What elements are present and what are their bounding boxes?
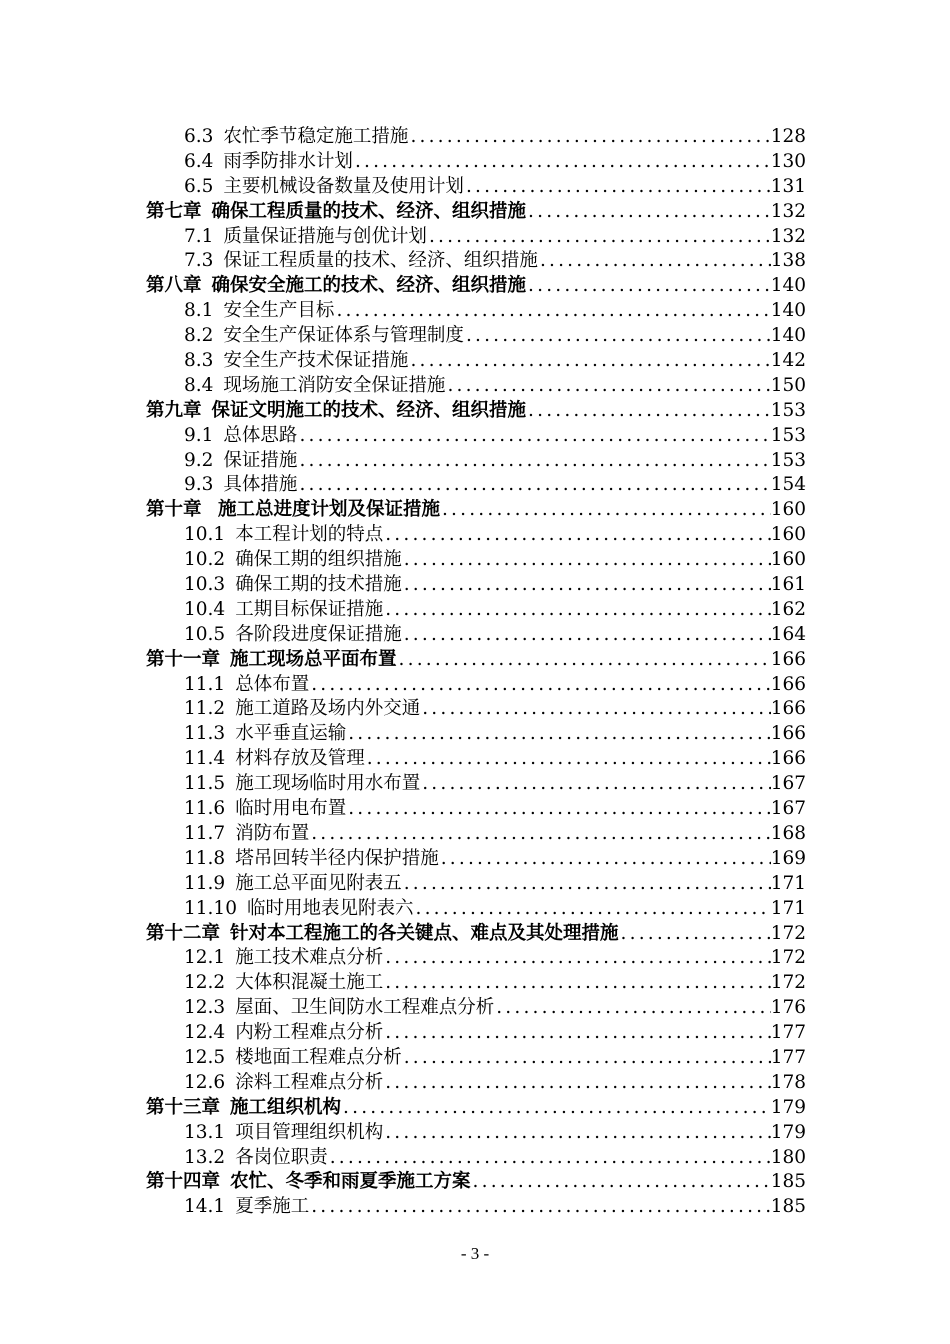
- toc-entry-text: 内粉工程难点分析: [235, 1022, 384, 1044]
- toc-section-entry[interactable]: [146, 697, 806, 722]
- toc-page-number: 131: [770, 175, 806, 197]
- toc-entry-title: [146, 498, 440, 523]
- toc-page-number: 150: [770, 374, 806, 396]
- toc-entry-title: [184, 424, 297, 449]
- dot-leader: [297, 473, 770, 498]
- toc-section-entry[interactable]: [146, 1121, 806, 1146]
- toc-entry-title: [184, 897, 413, 922]
- toc-chapter-entry[interactable]: [146, 498, 806, 523]
- toc-section-entry[interactable]: [146, 772, 806, 797]
- toc-entry-number: 8.1: [184, 300, 214, 322]
- toc-entry-title: [146, 399, 526, 424]
- toc-entry-number: 7.3: [184, 250, 214, 272]
- toc-section-entry[interactable]: [146, 225, 806, 250]
- dot-leader: [408, 349, 770, 374]
- toc-page-number: 154: [770, 474, 806, 496]
- toc-section-entry[interactable]: [146, 175, 806, 200]
- toc-page-number: 177: [770, 1046, 806, 1068]
- toc-page-number: 140: [770, 325, 806, 347]
- dot-leader: [383, 1071, 770, 1096]
- toc-page-number: 164: [770, 623, 806, 645]
- toc-entry-title: [184, 722, 346, 747]
- toc-section-entry[interactable]: [146, 747, 806, 772]
- toc-entry-title: [184, 772, 420, 797]
- toc-section-entry[interactable]: [146, 1195, 806, 1220]
- toc-entry-number: 第九章: [146, 399, 202, 421]
- toc-entry-text: 保证措施: [223, 449, 298, 471]
- toc-entry-number: 第十章: [146, 499, 202, 521]
- toc-entry-text: 施工总平面见附表五: [235, 872, 402, 894]
- toc-page-number: 178: [770, 1071, 806, 1093]
- dot-leader: [494, 996, 770, 1021]
- toc-entry-title: [184, 1146, 328, 1171]
- toc-entry-text: 施工技术难点分析: [235, 947, 384, 969]
- toc-entry-text: 临时用电布置: [235, 798, 347, 820]
- toc-section-entry[interactable]: [146, 872, 806, 897]
- toc-entry-number: 第十一章: [146, 648, 221, 670]
- toc-section-entry[interactable]: [146, 449, 806, 474]
- toc-section-entry[interactable]: [146, 822, 806, 847]
- dot-leader: [309, 822, 770, 847]
- dot-leader: [408, 125, 770, 150]
- toc-entry-text: 质量保证措施与创优计划: [223, 225, 427, 247]
- toc-entry-text: 保证文明施工的技术、经济、组织措施: [211, 399, 527, 421]
- toc-page-number: 132: [770, 200, 806, 222]
- toc-entry-number: 6.5: [184, 175, 214, 197]
- toc-entry-title: [184, 996, 494, 1021]
- dot-leader: [346, 722, 770, 747]
- toc-page-number: 166: [770, 748, 806, 770]
- toc-page-number: 140: [770, 300, 806, 322]
- toc-entry-text: 涂料工程难点分析: [235, 1071, 384, 1093]
- toc-page-number: 171: [770, 872, 806, 894]
- toc-page-number: 130: [770, 150, 806, 172]
- toc-section-entry[interactable]: [146, 971, 806, 996]
- toc-section-entry[interactable]: [146, 324, 806, 349]
- toc-page-number: 167: [770, 773, 806, 795]
- toc-page-number: 166: [770, 698, 806, 720]
- toc-entry-number: 11.7: [184, 822, 226, 844]
- toc-entry-title: [184, 847, 439, 872]
- toc-entry-title: [184, 523, 383, 548]
- toc-section-entry[interactable]: [146, 797, 806, 822]
- toc-entry-text: 施工组织机构: [230, 1096, 342, 1118]
- toc-page-number: 185: [770, 1196, 806, 1218]
- toc-page-number: 153: [770, 399, 806, 421]
- toc-entry-title: [184, 822, 309, 847]
- toc-section-entry[interactable]: [146, 1071, 806, 1096]
- toc-entry-number: 12.6: [184, 1071, 226, 1093]
- toc-entry-number: 11.3: [184, 723, 226, 745]
- toc-page-number: 160: [770, 524, 806, 546]
- toc-chapter-entry[interactable]: [146, 274, 806, 299]
- dot-leader: [297, 424, 770, 449]
- toc-entry-number: 12.2: [184, 972, 226, 994]
- dot-leader: [341, 1096, 771, 1121]
- toc-entry-text: 水平垂直运输: [235, 723, 347, 745]
- toc-chapter-entry[interactable]: [146, 648, 806, 673]
- toc-entry-text: 施工现场临时用水布置: [235, 773, 421, 795]
- dot-leader: [353, 150, 771, 175]
- toc-section-entry[interactable]: [146, 548, 806, 573]
- toc-entry-title: [184, 1121, 383, 1146]
- toc-entry-title: [146, 1096, 341, 1121]
- dot-leader: [464, 324, 771, 349]
- dot-leader: [309, 673, 770, 698]
- toc-entry-text: 楼地面工程难点分析: [235, 1046, 402, 1068]
- toc-entry-number: 13.1: [184, 1121, 226, 1143]
- toc-page-number: 166: [770, 723, 806, 745]
- toc-entry-title: [184, 1046, 402, 1071]
- toc-entry-text: 施工总进度计划及保证措施: [211, 499, 440, 521]
- dot-leader: [328, 1146, 771, 1171]
- dot-leader: [383, 946, 770, 971]
- dot-leader: [365, 747, 771, 772]
- toc-entry-text: 针对本工程施工的各关键点、难点及其处理措施: [230, 922, 619, 944]
- toc-entry-title: [184, 548, 402, 573]
- toc-section-entry[interactable]: [146, 996, 806, 1021]
- toc-entry-text: 塔吊回转半径内保护措施: [235, 847, 439, 869]
- dot-leader: [383, 1021, 770, 1046]
- page-number: - 3 -: [460, 1244, 490, 1263]
- toc-entry-text: 主要机械设备数量及使用计划: [223, 175, 464, 197]
- toc-entry-title: [184, 249, 538, 274]
- dot-leader: [383, 971, 770, 996]
- toc-section-entry[interactable]: [146, 1046, 806, 1071]
- dot-leader: [526, 200, 771, 225]
- toc-entry-title: [184, 573, 402, 598]
- toc-entry-title: [184, 872, 402, 897]
- toc-entry-text: 本工程计划的特点: [235, 524, 384, 546]
- toc-entry-title: [184, 225, 427, 250]
- table-of-contents: [146, 125, 806, 1220]
- dot-leader: [420, 697, 770, 722]
- toc-section-entry[interactable]: [146, 573, 806, 598]
- toc-section-entry[interactable]: [146, 847, 806, 872]
- dot-leader: [619, 922, 771, 947]
- toc-entry-number: 11.4: [184, 748, 226, 770]
- toc-entry-title: [184, 1071, 383, 1096]
- toc-section-entry[interactable]: [146, 897, 806, 922]
- toc-page-number: 179: [770, 1096, 806, 1118]
- toc-page-number: 166: [770, 648, 806, 670]
- toc-page-number: 153: [770, 424, 806, 446]
- toc-entry-number: 第十四章: [146, 1171, 221, 1193]
- dot-leader: [334, 299, 770, 324]
- toc-chapter-entry[interactable]: [146, 399, 806, 424]
- toc-entry-number: 8.4: [184, 374, 214, 396]
- dot-leader: [346, 797, 770, 822]
- toc-page-number: 140: [770, 275, 806, 297]
- dot-leader: [402, 573, 771, 598]
- toc-entry-number: 第八章: [146, 275, 202, 297]
- toc-entry-text: 安全生产保证体系与管理制度: [223, 325, 464, 347]
- toc-entry-number: 11.6: [184, 798, 226, 820]
- toc-entry-title: [184, 1021, 383, 1046]
- dot-leader: [526, 274, 771, 299]
- toc-entry-text: 大体积混凝土施工: [235, 972, 384, 994]
- toc-section-entry[interactable]: [146, 125, 806, 150]
- dot-leader: [427, 225, 771, 250]
- toc-entry-number: 11.2: [184, 698, 226, 720]
- toc-page-number: 185: [770, 1171, 806, 1193]
- toc-entry-title: [184, 449, 297, 474]
- toc-entry-text: 确保工期的技术措施: [235, 574, 402, 596]
- toc-page-number: 128: [770, 126, 806, 147]
- toc-page-number: 162: [770, 598, 806, 620]
- toc-entry-text: 屋面、卫生间防水工程难点分析: [235, 997, 495, 1019]
- toc-section-entry[interactable]: [146, 722, 806, 747]
- toc-entry-number: 第七章: [146, 200, 202, 222]
- toc-entry-number: 6.3: [184, 126, 214, 147]
- toc-entry-title: [184, 623, 402, 648]
- toc-chapter-entry[interactable]: [146, 922, 806, 947]
- dot-leader: [309, 1195, 770, 1220]
- toc-entry-title: [184, 697, 420, 722]
- dot-leader: [439, 847, 771, 872]
- toc-entry-text: 具体措施: [223, 474, 298, 496]
- toc-entry-number: 12.5: [184, 1046, 226, 1068]
- toc-entry-number: 11.1: [184, 673, 226, 695]
- toc-entry-number: 12.3: [184, 997, 226, 1019]
- toc-section-entry[interactable]: [146, 249, 806, 274]
- dot-leader: [445, 374, 770, 399]
- toc-section-entry[interactable]: [146, 673, 806, 698]
- toc-section-entry[interactable]: [146, 299, 806, 324]
- toc-entry-number: 13.2: [184, 1146, 226, 1168]
- toc-chapter-entry[interactable]: [146, 200, 806, 225]
- toc-entry-text: 消防布置: [235, 822, 310, 844]
- toc-entry-text: 农忙季节稳定施工措施: [223, 126, 409, 147]
- toc-entry-text: 临时用地表见附表六: [246, 897, 414, 919]
- toc-entry-title: [184, 946, 383, 971]
- toc-page-number: 160: [770, 499, 806, 521]
- toc-page-number: 172: [770, 972, 806, 994]
- toc-entry-number: 第十二章: [146, 922, 221, 944]
- toc-page-number: 176: [770, 997, 806, 1019]
- toc-entry-number: 12.4: [184, 1022, 226, 1044]
- toc-entry-number: 6.4: [184, 150, 214, 172]
- toc-section-entry[interactable]: [146, 946, 806, 971]
- dot-leader: [440, 498, 771, 523]
- toc-entry-title: [184, 598, 383, 623]
- toc-entry-title: [146, 274, 526, 299]
- toc-entry-title: [146, 200, 526, 225]
- toc-page-number: 153: [770, 449, 806, 471]
- dot-leader: [397, 648, 771, 673]
- toc-entry-title: [184, 673, 309, 698]
- toc-entry-title: [184, 150, 353, 175]
- dot-leader: [538, 249, 771, 274]
- toc-entry-number: 9.2: [184, 449, 214, 471]
- toc-section-entry[interactable]: [146, 523, 806, 548]
- toc-entry-title: [184, 747, 365, 772]
- toc-entry-number: 8.3: [184, 350, 214, 372]
- toc-entry-title: [146, 648, 397, 673]
- dot-leader: [402, 872, 771, 897]
- toc-page-number: 166: [770, 673, 806, 695]
- toc-section-entry[interactable]: [146, 1021, 806, 1046]
- toc-entry-title: [184, 125, 408, 150]
- toc-entry-number: 10.5: [184, 623, 226, 645]
- toc-page-number: 172: [770, 922, 806, 944]
- toc-entry-text: 确保安全施工的技术、经济、组织措施: [211, 275, 527, 297]
- toc-entry-text: 施工现场总平面布置: [230, 648, 397, 670]
- toc-page-number: 171: [770, 897, 806, 919]
- toc-chapter-entry[interactable]: [146, 1170, 806, 1195]
- toc-page-number: 138: [770, 250, 806, 272]
- toc-entry-title: [184, 1195, 309, 1220]
- toc-chapter-entry[interactable]: [146, 1096, 806, 1121]
- toc-page-number: 168: [770, 822, 806, 844]
- toc-entry-number: 第十三章: [146, 1096, 221, 1118]
- toc-entry-text: 安全生产技术保证措施: [223, 350, 409, 372]
- dot-leader: [402, 548, 771, 573]
- toc-page-number: 160: [770, 549, 806, 571]
- toc-page-number: 142: [770, 350, 806, 372]
- toc-page-number: 161: [770, 574, 806, 596]
- toc-entry-text: 施工道路及场内外交通: [235, 698, 421, 720]
- toc-entry-text: 农忙、冬季和雨夏季施工方案: [230, 1171, 471, 1193]
- toc-entry-text: 材料存放及管理: [235, 748, 365, 770]
- toc-page-number: 177: [770, 1022, 806, 1044]
- toc-entry-text: 总体布置: [235, 673, 310, 695]
- toc-section-entry[interactable]: [146, 150, 806, 175]
- toc-entry-title: [184, 971, 383, 996]
- toc-section-entry[interactable]: [146, 424, 806, 449]
- dot-leader: [383, 1121, 770, 1146]
- toc-section-entry[interactable]: [146, 349, 806, 374]
- toc-entry-number: 11.9: [184, 872, 226, 894]
- toc-entry-title: [184, 299, 334, 324]
- toc-entry-text: 保证工程质量的技术、经济、组织措施: [223, 250, 538, 272]
- toc-section-entry[interactable]: [146, 1146, 806, 1171]
- toc-entry-number: 10.4: [184, 598, 226, 620]
- toc-entry-title: [146, 1170, 471, 1195]
- dot-leader: [383, 598, 770, 623]
- dot-leader: [464, 175, 771, 200]
- toc-entry-number: 10.1: [184, 524, 226, 546]
- toc-page-number: 180: [770, 1146, 806, 1168]
- toc-entry-text: 现场施工消防安全保证措施: [223, 374, 446, 396]
- toc-entry-number: 10.2: [184, 549, 226, 571]
- toc-entry-number: 9.1: [184, 424, 214, 446]
- dot-leader: [297, 449, 770, 474]
- toc-entry-title: [184, 374, 445, 399]
- toc-entry-text: 各阶段进度保证措施: [235, 623, 402, 645]
- dot-leader: [402, 623, 771, 648]
- toc-entry-number: 12.1: [184, 947, 226, 969]
- toc-entry-number: 11.10: [184, 897, 237, 919]
- toc-entry-title: [146, 922, 619, 947]
- toc-entry-title: [184, 175, 464, 200]
- toc-entry-text: 确保工程质量的技术、经济、组织措施: [211, 200, 527, 222]
- toc-entry-text: 工期目标保证措施: [235, 598, 384, 620]
- dot-leader: [413, 897, 770, 922]
- toc-page-number: 172: [770, 947, 806, 969]
- toc-section-entry[interactable]: [146, 598, 806, 623]
- toc-entry-text: 雨季防排水计划: [223, 150, 353, 172]
- toc-entry-number: 11.8: [184, 847, 226, 869]
- toc-entry-number: 14.1: [184, 1196, 226, 1218]
- toc-entry-title: [184, 349, 408, 374]
- toc-entry-title: [184, 797, 346, 822]
- toc-entry-text: 确保工期的组织措施: [235, 549, 402, 571]
- toc-entry-text: 安全生产目标: [223, 300, 335, 322]
- toc-section-entry[interactable]: [146, 374, 806, 399]
- toc-page-number: 169: [770, 847, 806, 869]
- toc-entry-number: 10.3: [184, 574, 226, 596]
- dot-leader: [383, 523, 770, 548]
- dot-leader: [471, 1170, 771, 1195]
- toc-entry-text: 夏季施工: [235, 1196, 310, 1218]
- toc-page-number: 167: [770, 798, 806, 820]
- toc-page-number: 179: [770, 1121, 806, 1143]
- dot-leader: [402, 1046, 771, 1071]
- toc-entry-text: 项目管理组织机构: [235, 1121, 384, 1143]
- toc-page-number: 132: [770, 225, 806, 247]
- toc-section-entry[interactable]: [146, 623, 806, 648]
- dot-leader: [526, 399, 771, 424]
- toc-entry-number: 11.5: [184, 773, 226, 795]
- toc-entry-title: [184, 324, 464, 349]
- dot-leader: [420, 772, 770, 797]
- toc-entry-text: 各岗位职责: [235, 1146, 328, 1168]
- toc-entry-title: [184, 473, 297, 498]
- toc-entry-number: 9.3: [184, 474, 214, 496]
- toc-entry-text: 总体思路: [223, 424, 298, 446]
- toc-section-entry[interactable]: [146, 473, 806, 498]
- toc-entry-number: 7.1: [184, 225, 214, 247]
- toc-entry-number: 8.2: [184, 325, 214, 347]
